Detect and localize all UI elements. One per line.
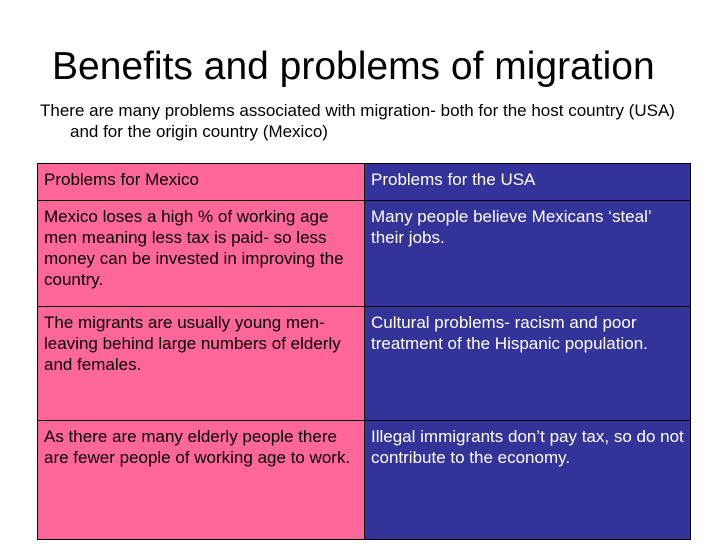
slide-title: Benefits and problems of migration	[52, 45, 655, 88]
usa-cell: Cultural problems- racism and poor treatment of the Hispanic population.	[365, 307, 691, 421]
mexico-cell: The migrants are usually young men- leaving behind large numbers of elderly and females.	[38, 307, 365, 421]
table-header-row	[38, 164, 691, 201]
migration-problems-table	[37, 163, 691, 540]
header-problems-usa: Problems for the USA	[365, 164, 691, 201]
table-row	[38, 421, 691, 540]
table-row	[38, 307, 691, 421]
intro-text: There are many problems associated with migration- both for the host country (USA) and for the origin country (Mexico)	[40, 101, 675, 141]
table-row	[38, 201, 691, 307]
usa-cell: Many people believe Mexicans ‘steal’ their jobs.	[365, 201, 691, 307]
mexico-cell: As there are many elderly people there are fewer people of working age to work.	[38, 421, 365, 540]
usa-cell: Illegal immigrants don’t pay tax, so do not contribute to the economy.	[365, 421, 691, 540]
mexico-cell: Mexico loses a high % of working age men meaning less tax is paid- so less money can be invested in improving the country.	[38, 201, 365, 307]
header-problems-mexico: Problems for Mexico	[38, 164, 365, 201]
